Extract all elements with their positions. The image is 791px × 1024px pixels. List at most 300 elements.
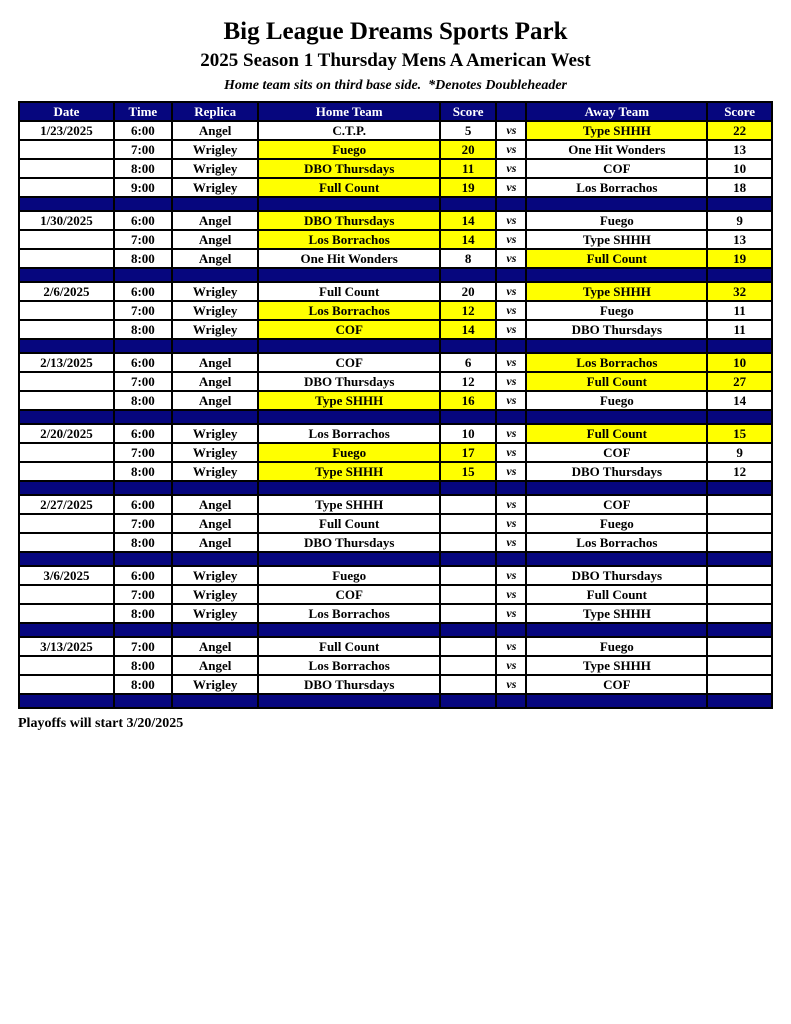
replica-cell: Wrigley (172, 675, 259, 694)
home-score-cell: 16 (440, 391, 496, 410)
home-team-cell: Full Count (258, 637, 439, 656)
away-team-cell: COF (526, 495, 707, 514)
game-row (19, 391, 772, 410)
date-cell (19, 391, 114, 410)
playoffs-note: Playoffs will start 3/20/2025 (18, 716, 184, 731)
separator-cell (440, 694, 496, 708)
date-cell (19, 514, 114, 533)
vs-cell: vs (496, 495, 526, 514)
home-team-cell: DBO Thursdays (258, 372, 439, 391)
header-cell-time: Time (114, 102, 172, 121)
vs-cell: vs (496, 178, 526, 197)
home-team-cell: DBO Thursdays (258, 159, 439, 178)
game-row (19, 282, 772, 301)
home-team-cell: Fuego (258, 443, 439, 462)
separator-cell (19, 197, 114, 211)
vs-cell: vs (496, 372, 526, 391)
game-row (19, 211, 772, 230)
time-cell: 8:00 (114, 656, 172, 675)
vs-cell: vs (496, 230, 526, 249)
game-row (19, 514, 772, 533)
away-team-cell: Los Borrachos (526, 533, 707, 552)
date-cell (19, 604, 114, 623)
home-score-cell (440, 604, 496, 623)
home-score-cell: 5 (440, 121, 496, 140)
separator-cell (707, 481, 772, 495)
separator-cell (258, 694, 439, 708)
replica-cell: Angel (172, 249, 259, 268)
home-team-cell: Type SHHH (258, 462, 439, 481)
vs-cell: vs (496, 424, 526, 443)
away-score-cell: 11 (707, 320, 772, 339)
separator-cell (526, 268, 707, 282)
away-team-cell: Fuego (526, 637, 707, 656)
date-cell (19, 585, 114, 604)
separator-cell (440, 552, 496, 566)
home-team-cell: Type SHHH (258, 391, 439, 410)
replica-cell: Angel (172, 372, 259, 391)
away-score-cell: 10 (707, 159, 772, 178)
time-cell: 7:00 (114, 514, 172, 533)
home-score-cell: 14 (440, 211, 496, 230)
away-team-cell: COF (526, 443, 707, 462)
away-score-cell: 9 (707, 211, 772, 230)
separator-cell (707, 197, 772, 211)
date-cell (19, 230, 114, 249)
away-score-cell (707, 637, 772, 656)
vs-cell: vs (496, 462, 526, 481)
away-team-cell: One Hit Wonders (526, 140, 707, 159)
home-score-cell (440, 566, 496, 585)
time-cell: 6:00 (114, 495, 172, 514)
game-row (19, 140, 772, 159)
separator-cell (114, 552, 172, 566)
game-row (19, 656, 772, 675)
game-row (19, 566, 772, 585)
time-cell: 7:00 (114, 301, 172, 320)
date-cell (19, 656, 114, 675)
table-body (19, 121, 772, 708)
away-score-cell (707, 656, 772, 675)
home-team-cell: COF (258, 585, 439, 604)
home-score-cell (440, 495, 496, 514)
time-cell: 7:00 (114, 585, 172, 604)
separator-cell (19, 268, 114, 282)
away-score-cell (707, 566, 772, 585)
separator-cell (526, 623, 707, 637)
date-cell (19, 301, 114, 320)
separator-cell (440, 410, 496, 424)
separator-cell (172, 197, 259, 211)
vs-cell: vs (496, 637, 526, 656)
separator-cell (440, 268, 496, 282)
home-score-cell (440, 514, 496, 533)
away-team-cell: Full Count (526, 585, 707, 604)
separator-cell (496, 481, 526, 495)
away-team-cell: Type SHHH (526, 121, 707, 140)
away-score-cell (707, 514, 772, 533)
game-row (19, 121, 772, 140)
replica-cell: Wrigley (172, 604, 259, 623)
separator-cell (707, 268, 772, 282)
separator-cell (258, 268, 439, 282)
game-row (19, 604, 772, 623)
home-team-cell: COF (258, 320, 439, 339)
time-cell: 6:00 (114, 211, 172, 230)
separator-cell (496, 623, 526, 637)
vs-cell: vs (496, 443, 526, 462)
separator-row (19, 623, 772, 637)
replica-cell: Angel (172, 495, 259, 514)
time-cell: 8:00 (114, 675, 172, 694)
page-title: Big League Dreams Sports Park (223, 18, 568, 45)
game-row (19, 320, 772, 339)
separator-cell (19, 623, 114, 637)
separator-row (19, 197, 772, 211)
home-score-cell: 6 (440, 353, 496, 372)
away-score-cell: 12 (707, 462, 772, 481)
replica-cell: Wrigley (172, 462, 259, 481)
time-cell: 6:00 (114, 121, 172, 140)
time-cell: 8:00 (114, 249, 172, 268)
time-cell: 8:00 (114, 604, 172, 623)
home-score-cell: 17 (440, 443, 496, 462)
home-team-cell: DBO Thursdays (258, 533, 439, 552)
separator-cell (496, 410, 526, 424)
away-team-cell: Type SHHH (526, 656, 707, 675)
away-team-cell: Fuego (526, 301, 707, 320)
separator-cell (440, 481, 496, 495)
home-score-cell: 20 (440, 140, 496, 159)
time-cell: 6:00 (114, 282, 172, 301)
separator-cell (440, 623, 496, 637)
home-score-cell (440, 637, 496, 656)
replica-cell: Wrigley (172, 585, 259, 604)
vs-cell: vs (496, 391, 526, 410)
replica-cell: Angel (172, 211, 259, 230)
time-cell: 7:00 (114, 443, 172, 462)
separator-cell (496, 268, 526, 282)
home-team-cell: Los Borrachos (258, 301, 439, 320)
separator-cell (114, 623, 172, 637)
vs-cell: vs (496, 353, 526, 372)
separator-cell (526, 410, 707, 424)
date-cell (19, 140, 114, 159)
vs-cell: vs (496, 159, 526, 178)
home-team-cell: Full Count (258, 282, 439, 301)
separator-cell (19, 694, 114, 708)
vs-cell: vs (496, 121, 526, 140)
date-cell: 2/6/2025 (19, 282, 114, 301)
home-team-cell: Fuego (258, 566, 439, 585)
separator-row (19, 410, 772, 424)
date-cell: 1/30/2025 (19, 211, 114, 230)
replica-cell: Wrigley (172, 159, 259, 178)
separator-cell (707, 623, 772, 637)
separator-cell (526, 694, 707, 708)
home-team-cell: One Hit Wonders (258, 249, 439, 268)
replica-cell: Wrigley (172, 443, 259, 462)
date-cell: 1/23/2025 (19, 121, 114, 140)
date-cell (19, 320, 114, 339)
time-cell: 8:00 (114, 391, 172, 410)
separator-row (19, 481, 772, 495)
away-score-cell: 22 (707, 121, 772, 140)
replica-cell: Angel (172, 353, 259, 372)
separator-row (19, 552, 772, 566)
away-score-cell (707, 495, 772, 514)
away-score-cell: 9 (707, 443, 772, 462)
game-row (19, 301, 772, 320)
replica-cell: Wrigley (172, 140, 259, 159)
away-team-cell: DBO Thursdays (526, 462, 707, 481)
replica-cell: Angel (172, 514, 259, 533)
home-score-cell: 12 (440, 372, 496, 391)
away-score-cell: 27 (707, 372, 772, 391)
replica-cell: Angel (172, 121, 259, 140)
game-row (19, 159, 772, 178)
vs-cell: vs (496, 604, 526, 623)
separator-cell (114, 481, 172, 495)
away-score-cell: 11 (707, 301, 772, 320)
game-row (19, 495, 772, 514)
replica-cell: Wrigley (172, 178, 259, 197)
date-cell (19, 178, 114, 197)
away-team-cell: Full Count (526, 372, 707, 391)
separator-cell (19, 481, 114, 495)
home-team-cell: Fuego (258, 140, 439, 159)
date-cell (19, 249, 114, 268)
away-score-cell: 15 (707, 424, 772, 443)
separator-cell (258, 481, 439, 495)
game-row (19, 675, 772, 694)
vs-cell: vs (496, 656, 526, 675)
date-cell: 3/6/2025 (19, 566, 114, 585)
away-team-cell: Full Count (526, 249, 707, 268)
table-header (19, 102, 772, 121)
home-team-cell: Los Borrachos (258, 424, 439, 443)
home-score-cell (440, 533, 496, 552)
time-cell: 8:00 (114, 320, 172, 339)
vs-cell: vs (496, 566, 526, 585)
header-cell-score: Score (440, 102, 496, 121)
home-score-cell: 20 (440, 282, 496, 301)
date-cell: 2/27/2025 (19, 495, 114, 514)
separator-cell (707, 410, 772, 424)
home-team-cell: C.T.P. (258, 121, 439, 140)
replica-cell: Wrigley (172, 301, 259, 320)
replica-cell: Angel (172, 656, 259, 675)
date-cell (19, 675, 114, 694)
away-score-cell (707, 604, 772, 623)
header-cell-away-team: Away Team (526, 102, 707, 121)
header-cell-vs-spacer (496, 102, 526, 121)
vs-cell: vs (496, 585, 526, 604)
game-row (19, 178, 772, 197)
away-team-cell: Fuego (526, 514, 707, 533)
separator-cell (258, 623, 439, 637)
home-team-cell: DBO Thursdays (258, 211, 439, 230)
date-cell (19, 372, 114, 391)
separator-cell (496, 552, 526, 566)
time-cell: 8:00 (114, 533, 172, 552)
game-row (19, 249, 772, 268)
away-score-cell (707, 585, 772, 604)
date-cell (19, 159, 114, 178)
vs-cell: vs (496, 140, 526, 159)
separator-cell (496, 694, 526, 708)
away-team-cell: COF (526, 159, 707, 178)
separator-cell (707, 552, 772, 566)
separator-cell (19, 552, 114, 566)
away-score-cell: 19 (707, 249, 772, 268)
separator-cell (114, 694, 172, 708)
away-team-cell: Fuego (526, 211, 707, 230)
away-team-cell: Los Borrachos (526, 178, 707, 197)
separator-cell (172, 623, 259, 637)
separator-cell (707, 694, 772, 708)
separator-cell (114, 197, 172, 211)
header-cell-date: Date (19, 102, 114, 121)
separator-cell (172, 694, 259, 708)
home-score-cell: 11 (440, 159, 496, 178)
time-cell: 7:00 (114, 140, 172, 159)
home-score-cell (440, 675, 496, 694)
separator-cell (440, 197, 496, 211)
game-row (19, 533, 772, 552)
separator-cell (172, 481, 259, 495)
home-score-cell: 19 (440, 178, 496, 197)
separator-cell (172, 410, 259, 424)
separator-cell (258, 552, 439, 566)
game-row (19, 230, 772, 249)
home-score-cell: 15 (440, 462, 496, 481)
home-score-cell: 12 (440, 301, 496, 320)
vs-cell: vs (496, 514, 526, 533)
game-row (19, 372, 772, 391)
separator-cell (172, 268, 259, 282)
time-cell: 7:00 (114, 230, 172, 249)
separator-cell (114, 268, 172, 282)
home-score-cell: 14 (440, 320, 496, 339)
header-cell-score: Score (707, 102, 772, 121)
schedule-table (18, 101, 773, 709)
vs-cell: vs (496, 282, 526, 301)
time-cell: 8:00 (114, 159, 172, 178)
date-cell (19, 533, 114, 552)
date-cell: 2/20/2025 (19, 424, 114, 443)
vs-cell: vs (496, 249, 526, 268)
time-cell: 9:00 (114, 178, 172, 197)
away-team-cell: Type SHHH (526, 230, 707, 249)
separator-cell (114, 339, 172, 353)
away-team-cell: DBO Thursdays (526, 320, 707, 339)
separator-cell (526, 552, 707, 566)
away-score-cell: 10 (707, 353, 772, 372)
away-score-cell: 14 (707, 391, 772, 410)
separator-cell (526, 481, 707, 495)
replica-cell: Wrigley (172, 424, 259, 443)
away-team-cell: COF (526, 675, 707, 694)
separator-cell (19, 339, 114, 353)
separator-cell (172, 552, 259, 566)
away-team-cell: Los Borrachos (526, 353, 707, 372)
date-cell (19, 462, 114, 481)
date-cell (19, 443, 114, 462)
replica-cell: Angel (172, 637, 259, 656)
separator-row (19, 268, 772, 282)
away-score-cell (707, 533, 772, 552)
replica-cell: Angel (172, 230, 259, 249)
vs-cell: vs (496, 533, 526, 552)
game-row (19, 353, 772, 372)
separator-row (19, 694, 772, 708)
header-cell-home-team: Home Team (258, 102, 439, 121)
vs-cell: vs (496, 675, 526, 694)
time-cell: 6:00 (114, 566, 172, 585)
separator-cell (172, 339, 259, 353)
header-row (19, 102, 772, 121)
home-team-cell: Los Borrachos (258, 656, 439, 675)
away-score-cell: 32 (707, 282, 772, 301)
header-cell-replica: Replica (172, 102, 259, 121)
away-score-cell: 13 (707, 140, 772, 159)
separator-cell (114, 410, 172, 424)
away-team-cell: Fuego (526, 391, 707, 410)
replica-cell: Angel (172, 391, 259, 410)
separator-cell (258, 197, 439, 211)
replica-cell: Wrigley (172, 320, 259, 339)
time-cell: 6:00 (114, 353, 172, 372)
time-cell: 8:00 (114, 462, 172, 481)
time-cell: 7:00 (114, 372, 172, 391)
home-team-note: Home team sits on third base side. *Denotes Doubleheader (224, 78, 567, 93)
separator-cell (707, 339, 772, 353)
separator-cell (526, 339, 707, 353)
home-team-cell: COF (258, 353, 439, 372)
game-row (19, 637, 772, 656)
page-subtitle: 2025 Season 1 Thursday Mens A American West (200, 50, 591, 71)
home-team-cell: Los Borrachos (258, 604, 439, 623)
replica-cell: Angel (172, 533, 259, 552)
separator-cell (496, 339, 526, 353)
replica-cell: Wrigley (172, 566, 259, 585)
home-score-cell: 8 (440, 249, 496, 268)
time-cell: 7:00 (114, 637, 172, 656)
away-score-cell: 18 (707, 178, 772, 197)
home-score-cell (440, 585, 496, 604)
home-score-cell: 10 (440, 424, 496, 443)
separator-cell (496, 197, 526, 211)
separator-row (19, 339, 772, 353)
away-score-cell (707, 675, 772, 694)
separator-cell (526, 197, 707, 211)
date-cell: 2/13/2025 (19, 353, 114, 372)
away-team-cell: DBO Thursdays (526, 566, 707, 585)
away-team-cell: Type SHHH (526, 282, 707, 301)
home-team-cell: Full Count (258, 514, 439, 533)
vs-cell: vs (496, 211, 526, 230)
away-score-cell: 13 (707, 230, 772, 249)
game-row (19, 443, 772, 462)
game-row (19, 585, 772, 604)
away-team-cell: Full Count (526, 424, 707, 443)
home-team-cell: Type SHHH (258, 495, 439, 514)
game-row (19, 462, 772, 481)
replica-cell: Wrigley (172, 282, 259, 301)
game-row (19, 424, 772, 443)
separator-cell (258, 339, 439, 353)
